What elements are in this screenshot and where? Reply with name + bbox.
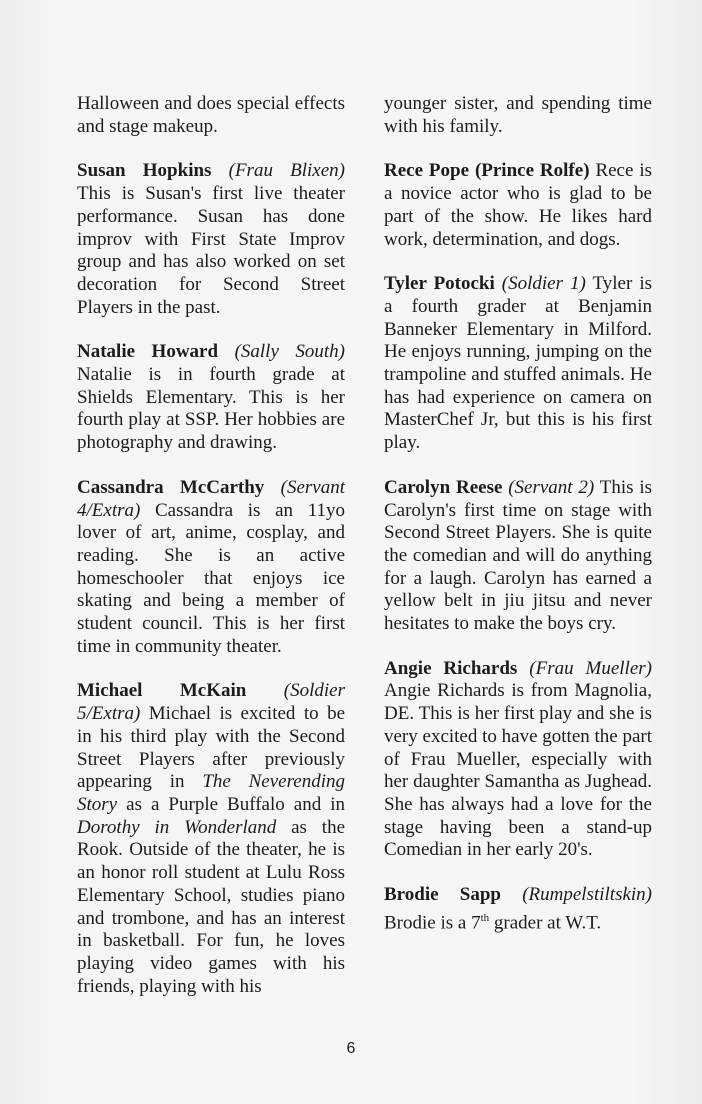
show-title: The Neverending Story: [77, 771, 345, 815]
cast-bio-text: This is Susan's first live theater performance. Susan has done improv with First State Improv group and has also worked on set decoration for Second Street Players in the past.: [77, 183, 345, 318]
continued-bio-text: Halloween and does special effects and stage makeup.: [77, 93, 345, 137]
cast-bio-susan-hopkins: [77, 160, 345, 319]
cast-bio-text: Tyler is a fourth grader at Benjamin Banneker Elementary in Milford. He enjoys running, jumping on the trampoline and stuffed animals. He has had experience on camera on MasterChef Jr, but this is his first play.: [384, 273, 652, 454]
cast-bio-brodie-sapp: [384, 884, 652, 935]
cast-name: Susan Hopkins: [77, 160, 212, 182]
cast-role: (Servant 2): [508, 476, 595, 498]
cast-bio-cassandra-mccarthy: [77, 477, 345, 659]
cast-bio-text: Michael is excited to be in his third play with the Second Street Players after previously appearing in: [77, 703, 345, 793]
cast-bio-angie-richards: [384, 658, 652, 862]
cast-bio-text: as the Rook. Outside of the theater, he is an honor roll student at Lulu Ross Elementary School, studies piano and trombone, and has an interest in basketball. For fun, he loves playing video games with his friends, playing with his: [77, 816, 346, 997]
cast-role: (Soldier 5/Extra): [77, 680, 346, 725]
cast-bio-michael-mckain: [77, 680, 345, 998]
cast-role: (Soldier 1): [501, 273, 586, 295]
cast-bio-text: Cassandra is an 11yo lover of art, anime, cosplay, and reading. She is an active homeschooler that enjoys ice skating and being a member of student council. This is her first time in community theater.: [77, 499, 345, 657]
cast-role: (Sally South): [234, 341, 345, 363]
cast-role: (Rumpelstiltskin): [522, 884, 652, 906]
cast-bio-text: grader at W.T.: [493, 912, 602, 934]
show-title: Dorothy in Wonderland: [77, 816, 277, 838]
cast-role: (Frau Mueller): [529, 657, 652, 679]
right-column: [384, 93, 652, 957]
cast-bio-rece-pope: [384, 160, 652, 251]
cast-name: Rece Pope (Prince Rolfe): [384, 160, 590, 182]
cast-name: Brodie Sapp: [384, 884, 501, 906]
cast-bio-text: Brodie is a 7: [384, 912, 481, 934]
cast-name: Michael McKain: [77, 680, 247, 702]
cast-bio-text: This is Carolyn's first time on stage with Second Street Players. She is quite the comedian and will do anything for a laugh. Carolyn has earned a yellow belt in jiu jitsu and never hesitates to make the boys cry.: [384, 476, 652, 635]
cast-bio-natalie-howard: [77, 341, 345, 455]
cast-name: Carolyn Reese: [384, 476, 503, 498]
cast-bio-text: as a Purple Buffalo and in: [126, 793, 346, 815]
cast-name: Cassandra McCarthy: [77, 476, 265, 498]
ordinal-suffix: th: [480, 911, 490, 924]
cast-role: (Frau Blixen): [228, 160, 345, 182]
cast-bio-text: Angie Richards is from Magnolia, DE. This is her first play and she is very excited to have gotten the part of Frau Mueller, especially with her daughter Samantha as Jughead. She has always had a love for the stage having been a stand-up Comedian in her early 20's.: [384, 680, 653, 861]
cast-role: (Servant 4/Extra): [77, 476, 345, 521]
cast-name: Natalie Howard: [77, 341, 219, 363]
continued-bio: [384, 93, 652, 138]
cast-bio-tyler-potocki: [384, 273, 652, 455]
cast-bio-carolyn-reese: [384, 477, 652, 636]
cast-name: Tyler Potocki: [384, 273, 495, 295]
cast-bio-text: Rece is a novice actor who is glad to be part of the show. He likes hard work, determination, and dogs.: [384, 160, 653, 250]
continued-bio-text: younger sister, and spending time with his family.: [384, 93, 652, 137]
continued-bio: [77, 93, 345, 138]
cast-name: Angie Richards: [384, 657, 518, 679]
page-number: 6: [346, 1040, 356, 1057]
left-column: [77, 93, 345, 1020]
cast-bio-text: Natalie is in fourth grade at Shields Elementary. This is her fourth play at SSP. Her hobbies are photography and drawing.: [77, 364, 345, 454]
